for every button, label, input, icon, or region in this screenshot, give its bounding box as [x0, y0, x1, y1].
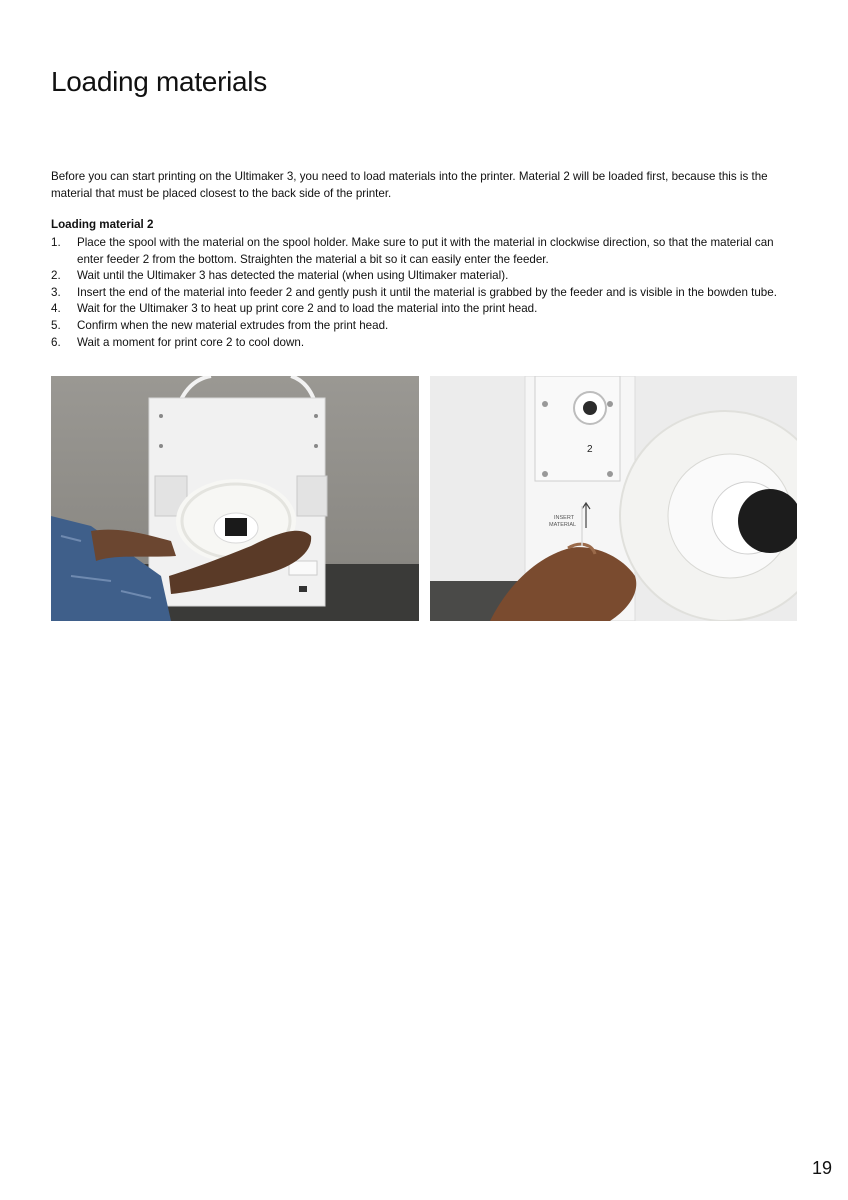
- step-text: Wait for the Ultimaker 3 to heat up print core 2 and to load the material into the print head.: [77, 302, 538, 316]
- step-text: Place the spool with the material on the spool holder. Make sure to put it with the material in clockwise direction, so that the material can enter feeder 2 from the bottom. Straighten the material a bit so it can easily enter the feeder.: [77, 236, 774, 266]
- step-number: 4.: [51, 302, 61, 316]
- list-item: [51, 268, 801, 285]
- step-number: 1.: [51, 236, 61, 249]
- page-title: Loading materials: [51, 66, 267, 97]
- steps-list: [51, 235, 801, 351]
- step-number: 6.: [51, 335, 61, 349]
- step-text: Confirm when the new material extrudes from the print head.: [77, 318, 389, 332]
- step-number: 5.: [51, 318, 61, 332]
- step-number: 3.: [51, 285, 61, 299]
- photo-spool-on-holder: [51, 376, 419, 621]
- list-item: [51, 335, 801, 352]
- list-item: [51, 318, 801, 335]
- section-subheading: Loading material 2: [51, 218, 154, 231]
- page-number: 19: [811, 1158, 832, 1178]
- list-item: [51, 285, 801, 302]
- list-item: [51, 235, 801, 268]
- intro-paragraph: Before you can start printing on the Ultimaker 3, you need to load materials into the printer. Material 2 will be loaded first, because this is the material that must be placed closest to the back side of the printer.: [51, 170, 768, 200]
- feeder-number-label: 2: [587, 444, 593, 455]
- step-text: Wait a moment for print core 2 to cool down.: [77, 335, 305, 349]
- insert-label-line1: INSERT: [554, 515, 575, 521]
- list-item: [51, 301, 801, 318]
- step-number: 2.: [51, 269, 61, 283]
- step-text: Wait until the Ultimaker 3 has detected the material (when using Ultimaker material).: [77, 269, 509, 283]
- insert-label-line2: MATERIAL: [549, 522, 577, 528]
- photo-insert-material-feeder: [430, 376, 797, 621]
- step-text: Insert the end of the material into feeder 2 and gently push it until the material is grabbed by the feeder and is visible in the bowden tube.: [77, 285, 777, 299]
